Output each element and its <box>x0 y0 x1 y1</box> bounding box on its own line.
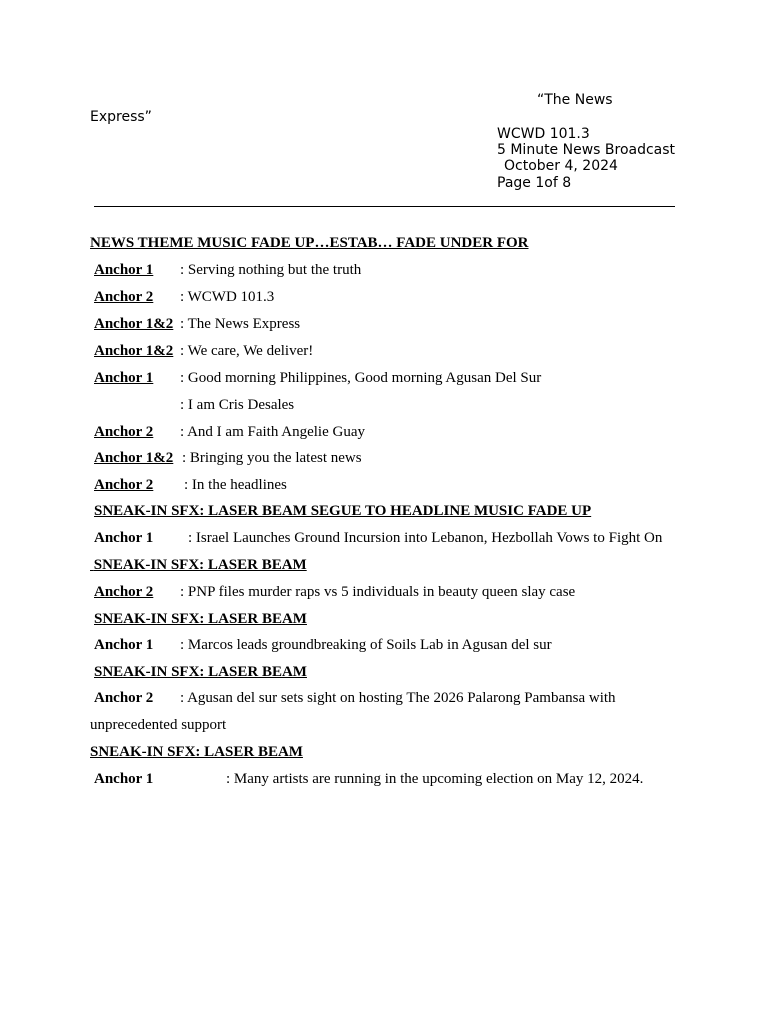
title-part-1: “The News <box>537 92 613 108</box>
headline-text: : Marcos leads groundbreaking of Soils Lab in Agusan del sur <box>180 637 552 653</box>
page-number: Page 1of 8 <box>497 175 572 191</box>
broadcast-date: October 4, 2024 <box>504 158 618 174</box>
line-text: : The News Express <box>180 316 301 332</box>
title-part-2: Express” <box>90 109 152 125</box>
headline-text-continued: unprecedented support <box>90 717 227 733</box>
line-text: : WCWD 101.3 <box>180 289 275 305</box>
line-text: : Good morning Philippines, Good morning Agusan Del Sur <box>180 370 542 386</box>
speaker-label: Anchor 1 <box>94 771 154 787</box>
program-name: 5 Minute News Broadcast <box>497 142 676 158</box>
headline-text: : Agusan del sur sets sight on hosting The 2026 Palarong Pambansa with <box>180 690 616 706</box>
sfx-cue: SNEAK-IN SFX: LASER BEAM <box>94 611 307 627</box>
speaker-label: Anchor 1&2 <box>94 450 174 466</box>
line-text: : And I am Faith Angelie Guay <box>180 424 365 440</box>
speaker-label: Anchor 2 <box>94 289 154 305</box>
speaker-label: Anchor 1 <box>94 637 154 653</box>
speaker-label: Anchor 2 <box>94 584 154 600</box>
speaker-label: Anchor 1&2 <box>94 343 174 359</box>
headline-music-cue: SNEAK-IN SFX: LASER BEAM SEGUE TO HEADLINE MUSIC FADE UP <box>94 503 592 519</box>
station-call-sign: WCWD 101.3 <box>497 126 590 142</box>
line-text: : In the headlines <box>184 477 287 493</box>
sfx-cue: SNEAK-IN SFX: LASER BEAM <box>93 557 307 573</box>
speaker-label: Anchor 2 <box>94 477 154 493</box>
theme-music-cue: NEWS THEME MUSIC FADE UP…ESTAB… FADE UNDER FOR <box>90 235 529 251</box>
headline-text: : PNP files murder raps vs 5 individuals in beauty queen slay case <box>180 584 576 600</box>
line-text: : We care, We deliver! <box>180 343 314 359</box>
sfx-cue: SNEAK-IN SFX: LASER BEAM <box>90 744 303 760</box>
speaker-label: Anchor 1&2 <box>94 316 174 332</box>
headline-text: : Many artists are running in the upcoming election on May 12, 2024. <box>226 771 644 787</box>
line-text: : Serving nothing but the truth <box>180 262 362 278</box>
header-divider <box>94 206 675 207</box>
headline-text: : Israel Launches Ground Incursion into Lebanon, Hezbollah Vows to Fight On <box>188 530 663 546</box>
speaker-label: Anchor 1 <box>94 262 154 278</box>
speaker-label: Anchor 2 <box>94 690 154 706</box>
line-text: : I am Cris Desales <box>180 397 295 413</box>
speaker-label: Anchor 1 <box>94 530 154 546</box>
line-text: : Bringing you the latest news <box>182 450 362 466</box>
speaker-label: Anchor 1 <box>94 370 154 386</box>
speaker-label: Anchor 2 <box>94 424 154 440</box>
sfx-cue: SNEAK-IN SFX: LASER BEAM <box>94 664 307 680</box>
